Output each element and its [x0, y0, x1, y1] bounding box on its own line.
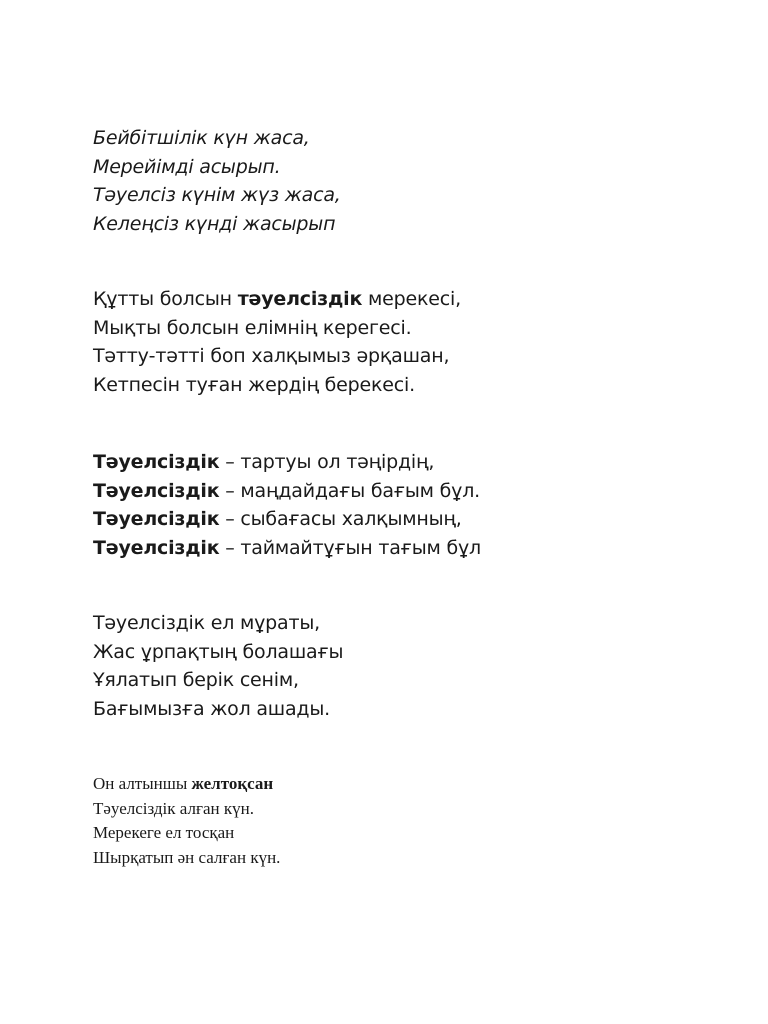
line-text: – сыбағасы халқымның,	[219, 508, 462, 530]
line-text: мерекесі,	[362, 288, 461, 310]
bold-word: желтоқсан	[191, 774, 274, 793]
poem-line: Келеңсіз күнді жасырып	[93, 212, 336, 235]
poem-line: Кетпесін туған жердің берекесі.	[93, 373, 415, 396]
poem-line: Жас ұрпақтың болашағы	[93, 640, 344, 663]
line-text: Он алтыншы	[93, 774, 192, 793]
poem-line: Тәуелсіз күнім жүз жаса,	[93, 184, 341, 206]
poem-line: Бейбітшілік күн жаса,	[93, 127, 310, 149]
stanza-5	[93, 772, 280, 870]
stanza-1	[93, 124, 341, 238]
poem-line: Мықты болсын елімнің керегесі.	[93, 316, 412, 339]
bold-word: Тәуелсіздік	[93, 508, 220, 530]
poem-line	[93, 477, 481, 506]
poem-line: Ұялатып берік сенім,	[93, 669, 299, 691]
poem-line: Бағымызға жол ашады.	[93, 697, 331, 720]
poem-line: Шырқатып ән салған күн.	[93, 847, 281, 867]
bold-word: Тәуелсіздік	[93, 479, 220, 502]
poem-line	[93, 505, 481, 534]
bold-word: Тәуелсіздік	[93, 536, 220, 559]
poem-line: Мерейімді асырып.	[93, 155, 281, 178]
poem-line	[93, 285, 461, 314]
poem-line	[93, 448, 481, 477]
poem-line	[93, 534, 481, 563]
line-text: – маңдайдағы бағым бұл.	[219, 479, 480, 502]
poem-line	[93, 772, 280, 797]
line-text: Құтты болсын	[93, 288, 238, 310]
bold-word: Тәуелсіздік	[93, 451, 220, 473]
stanza-2	[93, 285, 461, 399]
line-text: – тартуы ол тәңірдің,	[219, 451, 435, 473]
line-text: – таймайтұғын тағым бұл	[219, 536, 481, 559]
stanza-4	[93, 609, 343, 723]
poem-line: Мерекеге ел тосқан	[93, 823, 235, 842]
bold-word: тәуелсіздік	[237, 288, 363, 310]
poem-line: Тәтту-тәтті боп халқымыз әрқашан,	[93, 345, 450, 367]
stanza-3	[93, 448, 481, 562]
poem-line: Тәуелсіздік алған күн.	[93, 798, 254, 818]
poem-line: Тәуелсіздік ел мұраты,	[93, 612, 320, 634]
